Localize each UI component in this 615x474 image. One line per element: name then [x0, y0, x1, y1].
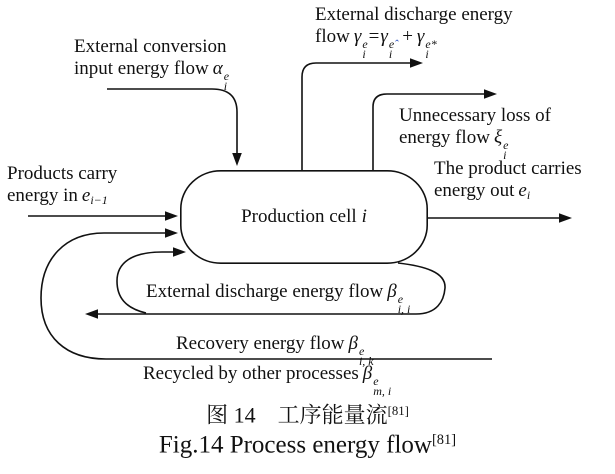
math-sup: e*	[425, 37, 437, 52]
label-text: Production cell	[241, 206, 357, 227]
label-text: The product carries	[434, 158, 582, 179]
math-sub: i	[425, 47, 429, 62]
math-symbol-e-in	[82, 185, 108, 206]
math-symbol-alpha	[212, 58, 230, 94]
label-line	[7, 185, 117, 211]
label-line	[74, 36, 229, 58]
caption-zh-text: 图 14 工序能量流	[206, 402, 388, 428]
label-text: energy flow	[399, 127, 490, 148]
math-symbol-beta-ii	[387, 281, 411, 317]
math-sup: e	[397, 292, 404, 307]
caption-english	[0, 426, 615, 460]
plus-sign: +	[402, 26, 413, 47]
math-symbol-gamma-2	[380, 26, 399, 62]
math-base: β	[387, 281, 397, 302]
math-symbol-beta-ik	[348, 333, 374, 369]
arrow-gamma-discharge	[302, 63, 410, 170]
label-text: Products carry	[7, 163, 118, 184]
math-supsub	[223, 69, 230, 94]
math-sub: i	[362, 47, 366, 62]
caption-zh-reference: [81]	[387, 404, 409, 418]
math-symbol-gamma-1	[353, 26, 368, 62]
label-line	[74, 58, 229, 92]
math-sub: i	[503, 148, 507, 163]
label-external-conversion-input	[74, 36, 229, 92]
math-base: e	[81, 185, 91, 206]
math-sub: i−1	[90, 193, 108, 207]
cell-index-var: i	[361, 206, 367, 227]
caption-en-reference: [81]	[431, 432, 457, 448]
arrow-alpha-input	[107, 89, 237, 153]
math-sup: e	[373, 374, 379, 389]
math-sub: i	[223, 79, 228, 94]
production-cell-label	[180, 170, 428, 264]
label-text: energy in	[7, 185, 78, 206]
label-text: Recycled by other processes	[143, 363, 359, 384]
label-text: Unnecessary loss of	[399, 105, 551, 126]
math-sub: i, k	[358, 354, 374, 369]
math-supsub	[373, 374, 392, 399]
math-supsub	[362, 37, 368, 62]
label-line	[399, 105, 551, 127]
math-symbol-beta-mi	[362, 363, 392, 399]
label-line	[434, 158, 582, 180]
math-base: ξ	[493, 127, 503, 148]
math-sub: i	[388, 47, 393, 62]
math-sub: i, i	[397, 302, 411, 317]
label-beta-ii	[146, 281, 410, 315]
math-base: γ	[353, 26, 362, 47]
label-text: flow	[315, 26, 350, 47]
label-text: Recovery energy flow	[176, 333, 345, 354]
label-products-energy-in	[7, 163, 117, 211]
math-sup: e	[362, 37, 368, 52]
math-symbol-gamma-3	[416, 26, 437, 62]
math-base: γ	[416, 26, 425, 47]
math-sup-e: e	[388, 37, 395, 52]
label-line	[434, 180, 582, 206]
math-base: α	[212, 58, 223, 79]
math-sub: m, i	[373, 384, 392, 399]
math-sup: e	[358, 344, 365, 359]
label-text: External discharge energy	[315, 4, 513, 25]
label-line	[7, 163, 117, 185]
math-base: β	[362, 363, 373, 384]
label-line	[399, 127, 551, 161]
label-text: input energy flow	[74, 58, 209, 79]
math-symbol-e-out	[518, 180, 530, 201]
caption-chinese	[0, 398, 615, 429]
math-supsub	[397, 292, 411, 317]
label-beta-mi	[143, 363, 391, 397]
label-line	[315, 4, 513, 26]
label-text: External discharge energy flow	[146, 281, 384, 302]
math-base: e	[518, 180, 527, 201]
math-supsub	[388, 37, 399, 62]
label-line	[315, 26, 513, 60]
math-base: β	[348, 333, 358, 354]
math-symbol-xi	[493, 127, 509, 163]
math-sub: i	[526, 188, 531, 202]
equals-sign: =	[368, 26, 380, 47]
math-base: γ	[380, 26, 388, 47]
label-text: External conversion	[74, 36, 227, 57]
caption-en-text: Fig.14 Process energy flow	[158, 431, 432, 459]
math-sup: e	[223, 69, 230, 84]
label-external-discharge-gamma	[315, 4, 513, 60]
math-sup: e	[503, 138, 509, 153]
label-unnecessary-loss	[399, 105, 551, 161]
caret-mark: ˆ	[394, 37, 399, 52]
math-supsub	[425, 37, 437, 62]
label-product-energy-out	[434, 158, 582, 206]
label-beta-ik	[176, 333, 374, 367]
label-text: energy out	[434, 180, 515, 201]
